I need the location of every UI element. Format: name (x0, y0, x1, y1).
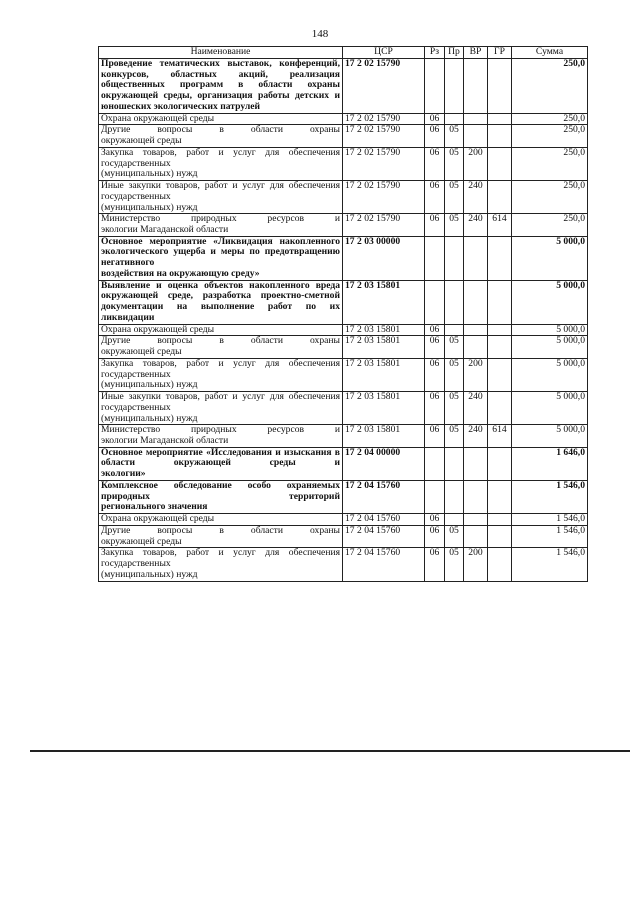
row-rz-cell: 06 (425, 324, 445, 336)
row-csr-cell: 17 2 02 15790 (343, 214, 425, 236)
row-name-text: Основное мероприятие «Ликвидация накопленного экологического ущерба и меры по предотвращению негативного (101, 235, 340, 269)
table-row (99, 447, 588, 480)
table-row (99, 59, 588, 114)
row-rz-cell: 06 (425, 113, 445, 125)
row-rz-cell: 06 (425, 336, 445, 358)
row-gr-cell (488, 113, 512, 125)
row-name-cell (99, 548, 343, 581)
row-name-cell (99, 181, 343, 214)
row-name-text: Основное мероприятие «Исследования и изыскания в области окружающей среды и (101, 446, 340, 469)
table-row (99, 147, 588, 180)
row-csr-cell: 17 2 03 15801 (343, 324, 425, 336)
row-name-last-line: Охрана окружающей среды (101, 513, 215, 525)
row-gr-cell (488, 324, 512, 336)
row-pr-cell (445, 113, 464, 125)
row-vr-cell: 200 (464, 147, 488, 180)
row-name-last-line: регионального значения (101, 501, 208, 513)
row-csr-cell: 17 2 04 15760 (343, 480, 425, 513)
row-name-cell (99, 125, 343, 147)
row-sum-cell: 5 000,0 (512, 358, 588, 391)
row-csr-cell: 17 2 02 15790 (343, 147, 425, 180)
row-pr-cell: 05 (445, 392, 464, 425)
row-name-text: Закупка товаров, работ и услуг для обеспечения государственных (101, 357, 340, 380)
row-pr-cell: 05 (445, 525, 464, 547)
budget-table (98, 46, 588, 582)
row-name-last-line: экологии Магаданской области (101, 434, 229, 446)
row-rz-cell (425, 480, 445, 513)
row-sum-cell: 250,0 (512, 59, 588, 114)
row-rz-cell: 06 (425, 525, 445, 547)
row-pr-cell (445, 447, 464, 480)
row-sum-cell: 1 546,0 (512, 548, 588, 581)
row-csr-cell: 17 2 02 15790 (343, 181, 425, 214)
row-name-text: Комплексное обследование особо охраняемых природных территорий (101, 479, 340, 502)
row-rz-cell: 06 (425, 147, 445, 180)
row-name-cell (99, 214, 343, 236)
row-name-last-line: юношеских экологических патрулей (101, 100, 261, 112)
table-row (99, 324, 588, 336)
row-rz-cell: 06 (425, 358, 445, 391)
row-vr-cell: 240 (464, 214, 488, 236)
row-vr-cell (464, 480, 488, 513)
row-name-text: Выявление и оценка объектов накопленного вреда окружающей среде, разработка проектно-сметной документации на выполнение работ по их (101, 279, 340, 313)
row-sum-cell: 5 000,0 (512, 324, 588, 336)
row-name-last-line: экологии» (101, 468, 146, 480)
row-gr-cell (488, 514, 512, 526)
row-csr-cell: 17 2 03 15801 (343, 425, 425, 447)
row-rz-cell (425, 280, 445, 324)
row-csr-cell: 17 2 04 00000 (343, 447, 425, 480)
row-csr-cell: 17 2 02 15790 (343, 59, 425, 114)
row-gr-cell: 614 (488, 425, 512, 447)
table-row (99, 214, 588, 236)
row-gr-cell (488, 147, 512, 180)
row-name-last-line: окружающей среды (101, 346, 182, 358)
table-row (99, 358, 588, 391)
row-gr-cell: 614 (488, 214, 512, 236)
row-name-last-line: (муниципальных) нужд (101, 168, 198, 180)
table-row (99, 280, 588, 324)
table-row (99, 525, 588, 547)
table-row (99, 113, 588, 125)
row-name-cell (99, 324, 343, 336)
row-rz-cell: 06 (425, 181, 445, 214)
column-header-rz: Рз (425, 47, 445, 59)
row-gr-cell (488, 480, 512, 513)
table-row (99, 125, 588, 147)
row-name-last-line: Охрана окружающей среды (101, 323, 215, 335)
row-name-last-line: (муниципальных) нужд (101, 412, 198, 424)
row-sum-cell: 5 000,0 (512, 336, 588, 358)
row-name-text: Министерство природных ресурсов и (101, 424, 340, 436)
table-row (99, 181, 588, 214)
row-pr-cell (445, 280, 464, 324)
table-row (99, 514, 588, 526)
row-gr-cell (488, 125, 512, 147)
row-pr-cell (445, 514, 464, 526)
row-rz-cell: 06 (425, 514, 445, 526)
row-pr-cell: 05 (445, 125, 464, 147)
page-number: 148 (311, 28, 329, 40)
row-name-text: Проведение тематических выставок, конференций, конкурсов, областных акций, реализация общественных программ в области охраны окружающей среды, организация работы детских и (101, 58, 340, 102)
row-vr-cell: 240 (464, 392, 488, 425)
row-vr-cell (464, 324, 488, 336)
row-name-cell (99, 147, 343, 180)
row-vr-cell: 200 (464, 548, 488, 581)
row-name-cell (99, 358, 343, 391)
row-pr-cell: 05 (445, 147, 464, 180)
row-name-text: Закупка товаров, работ и услуг для обеспечения государственных (101, 547, 340, 570)
row-name-cell (99, 336, 343, 358)
row-name-cell (99, 236, 343, 280)
row-rz-cell: 06 (425, 392, 445, 425)
row-name-last-line: воздействия на окружающую среду» (101, 267, 260, 279)
row-sum-cell: 1 546,0 (512, 480, 588, 513)
row-gr-cell (488, 392, 512, 425)
row-vr-cell (464, 525, 488, 547)
row-name-cell (99, 447, 343, 480)
row-name-text: Другие вопросы в области охраны (101, 335, 340, 347)
row-name-cell (99, 525, 343, 547)
row-name-last-line: окружающей среды (101, 535, 182, 547)
row-vr-cell: 240 (464, 425, 488, 447)
row-pr-cell: 05 (445, 336, 464, 358)
row-vr-cell (464, 113, 488, 125)
row-name-text: Другие вопросы в области охраны (101, 524, 340, 536)
table-row (99, 336, 588, 358)
row-gr-cell (488, 336, 512, 358)
row-pr-cell: 05 (445, 181, 464, 214)
row-csr-cell: 17 2 02 15790 (343, 125, 425, 147)
row-sum-cell: 250,0 (512, 214, 588, 236)
row-rz-cell: 06 (425, 548, 445, 581)
row-name-cell (99, 280, 343, 324)
row-gr-cell (488, 181, 512, 214)
row-vr-cell (464, 514, 488, 526)
row-rz-cell (425, 59, 445, 114)
row-name-cell (99, 59, 343, 114)
row-vr-cell (464, 280, 488, 324)
row-gr-cell (488, 59, 512, 114)
row-rz-cell (425, 447, 445, 480)
column-header-csr: ЦСР (343, 47, 425, 59)
row-csr-cell: 17 2 03 15801 (343, 392, 425, 425)
table-row (99, 548, 588, 581)
column-header-name: Наименование (99, 47, 343, 59)
row-sum-cell: 1 546,0 (512, 514, 588, 526)
row-vr-cell (464, 336, 488, 358)
row-csr-cell: 17 2 03 15801 (343, 336, 425, 358)
row-rz-cell: 06 (425, 425, 445, 447)
row-csr-cell: 17 2 02 15790 (343, 113, 425, 125)
row-gr-cell (488, 525, 512, 547)
row-gr-cell (488, 280, 512, 324)
row-pr-cell: 05 (445, 214, 464, 236)
row-gr-cell (488, 236, 512, 280)
row-name-text: Министерство природных ресурсов и (101, 213, 340, 225)
table-row (99, 480, 588, 513)
row-vr-cell (464, 447, 488, 480)
row-name-cell (99, 514, 343, 526)
column-header-vr: ВР (464, 47, 488, 59)
page-bottom-rule (30, 750, 630, 752)
row-name-last-line: экологии Магаданской области (101, 224, 229, 236)
row-name-text: Иные закупки товаров, работ и услуг для обеспечения государственных (101, 391, 340, 413)
table-row (99, 392, 588, 425)
row-vr-cell (464, 125, 488, 147)
row-name-last-line: Охрана окружающей среды (101, 112, 215, 124)
table-row (99, 236, 588, 280)
row-pr-cell: 05 (445, 548, 464, 581)
row-name-text: Другие вопросы в области охраны (101, 124, 340, 136)
row-vr-cell (464, 59, 488, 114)
row-sum-cell: 250,0 (512, 181, 588, 214)
row-sum-cell: 250,0 (512, 113, 588, 125)
row-vr-cell (464, 236, 488, 280)
row-vr-cell: 200 (464, 358, 488, 391)
row-csr-cell: 17 2 03 00000 (343, 236, 425, 280)
row-rz-cell (425, 236, 445, 280)
row-pr-cell (445, 59, 464, 114)
row-sum-cell: 5 000,0 (512, 425, 588, 447)
row-name-cell (99, 392, 343, 425)
row-sum-cell: 250,0 (512, 147, 588, 180)
row-csr-cell: 17 2 04 15760 (343, 525, 425, 547)
row-sum-cell: 5 000,0 (512, 280, 588, 324)
row-pr-cell (445, 324, 464, 336)
row-name-last-line: ликвидации (101, 311, 155, 323)
row-name-text: Закупка товаров, работ и услуг для обеспечения государственных (101, 146, 340, 169)
row-csr-cell: 17 2 04 15760 (343, 514, 425, 526)
column-header-gr: ГР (488, 47, 512, 59)
row-name-last-line: окружающей среды (101, 135, 182, 147)
row-name-last-line: (муниципальных) нужд (101, 568, 198, 580)
row-vr-cell: 240 (464, 181, 488, 214)
row-gr-cell (488, 358, 512, 391)
row-rz-cell: 06 (425, 125, 445, 147)
row-gr-cell (488, 548, 512, 581)
row-name-text: Иные закупки товаров, работ и услуг для обеспечения государственных (101, 180, 340, 202)
row-pr-cell (445, 480, 464, 513)
row-pr-cell: 05 (445, 425, 464, 447)
row-csr-cell: 17 2 03 15801 (343, 280, 425, 324)
row-sum-cell: 5 000,0 (512, 236, 588, 280)
row-csr-cell: 17 2 03 15801 (343, 358, 425, 391)
row-sum-cell: 1 646,0 (512, 447, 588, 480)
row-name-cell (99, 480, 343, 513)
row-sum-cell: 1 546,0 (512, 525, 588, 547)
column-header-sum: Сумма (512, 47, 588, 59)
row-name-last-line: (муниципальных) нужд (101, 201, 198, 213)
table-header-row (99, 47, 588, 59)
row-sum-cell: 5 000,0 (512, 392, 588, 425)
row-name-last-line: (муниципальных) нужд (101, 379, 198, 391)
row-gr-cell (488, 447, 512, 480)
row-name-cell (99, 425, 343, 447)
column-header-pr: Пр (445, 47, 464, 59)
row-csr-cell: 17 2 04 15760 (343, 548, 425, 581)
table-row (99, 425, 588, 447)
row-sum-cell: 250,0 (512, 125, 588, 147)
row-rz-cell: 06 (425, 214, 445, 236)
row-pr-cell: 05 (445, 358, 464, 391)
row-pr-cell (445, 236, 464, 280)
row-name-cell (99, 113, 343, 125)
